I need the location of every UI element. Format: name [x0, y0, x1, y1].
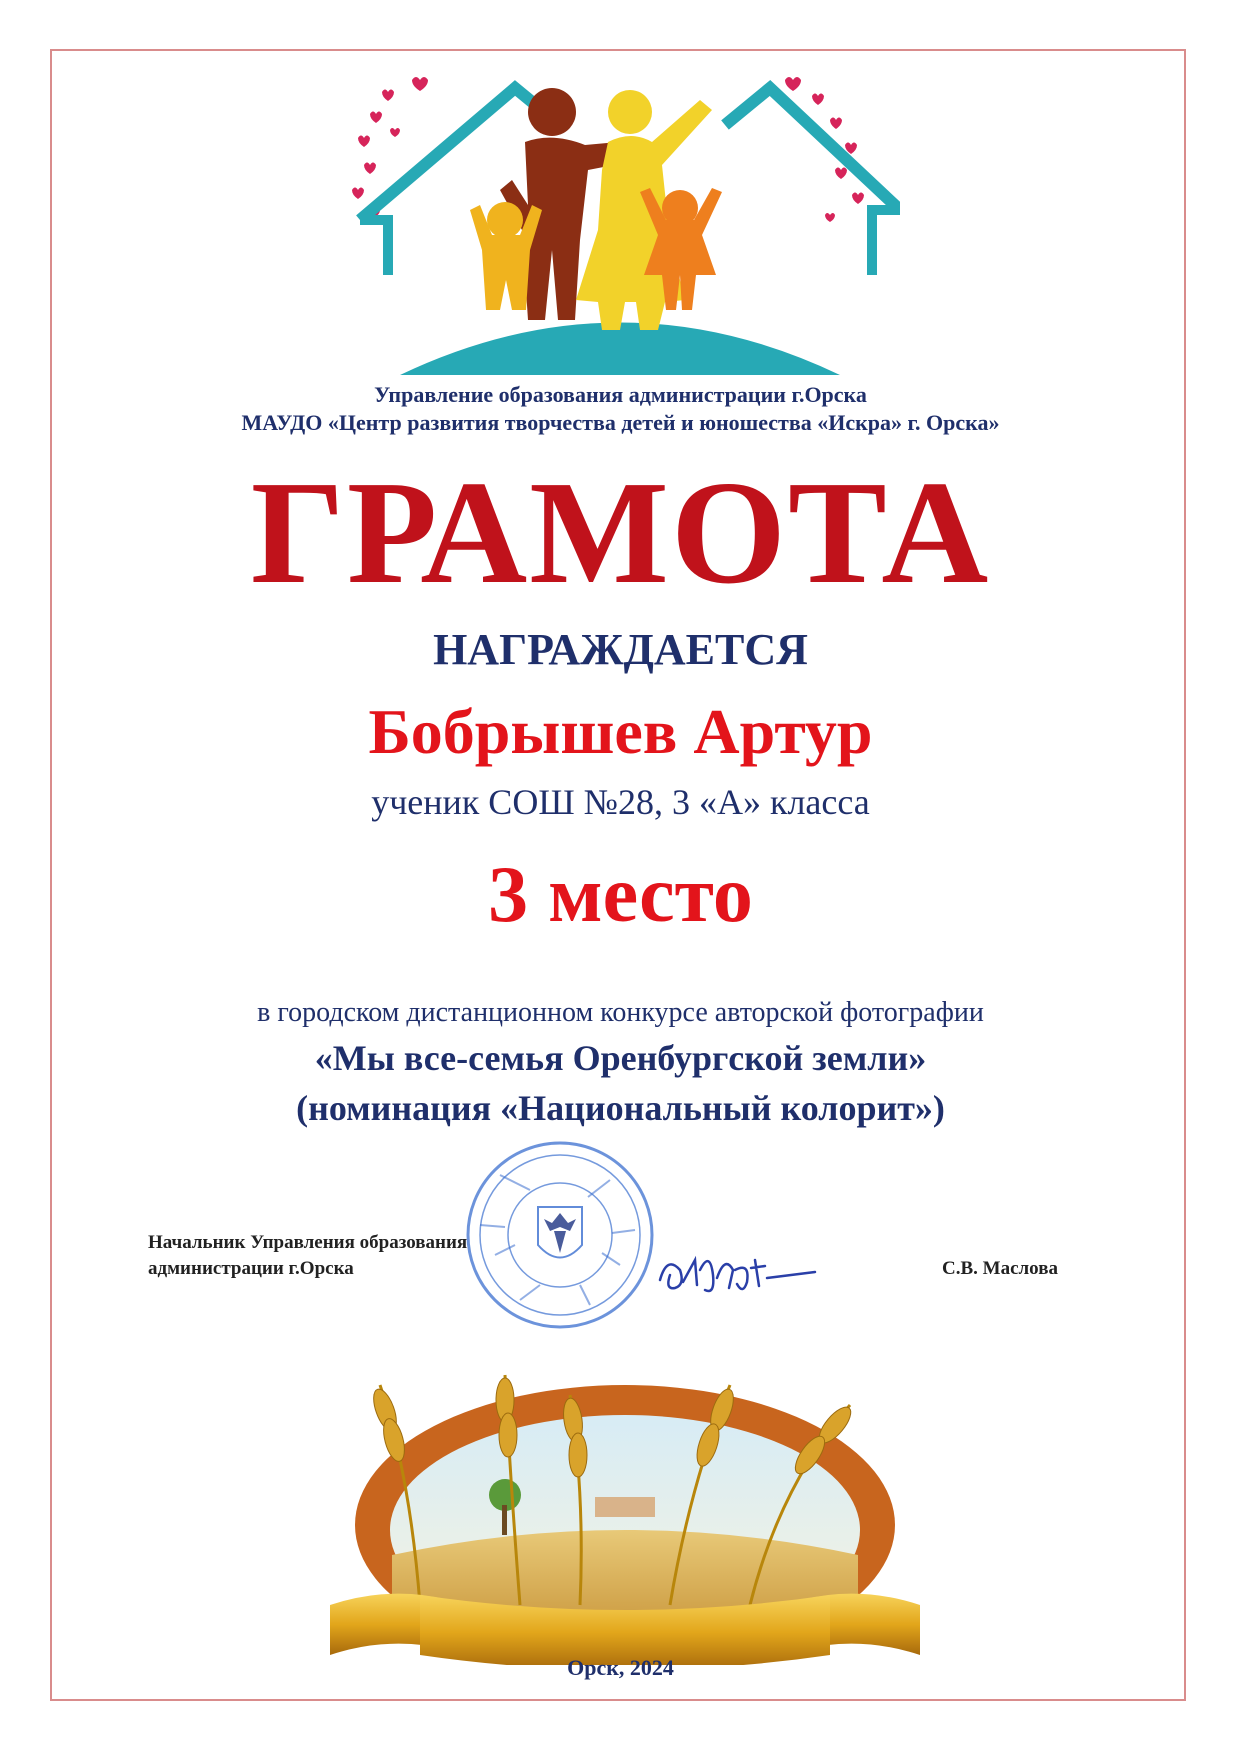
family-house-logo — [340, 70, 900, 380]
contest-description: в городском дистанционном конкурсе авторской фотографии — [257, 997, 984, 1028]
recipient-name: Бобрышев Артур — [368, 696, 873, 767]
signer-position — [148, 1230, 467, 1282]
contest-name: «Мы все-семья Оренбургской земли» — [314, 1038, 927, 1078]
signer-name: С.В. Маслова — [942, 1258, 1058, 1279]
awarded-label: НАГРАЖДАЕТСЯ — [433, 625, 808, 674]
hearts-right-icon — [785, 77, 864, 222]
award-place: 3 место — [488, 851, 753, 939]
org-line-1: Управление образования администрации г.Орска — [374, 382, 867, 407]
certificate-title: ГРАМОТА — [250, 451, 991, 615]
signer-position-line-2: администрации г.Орска — [148, 1258, 354, 1279]
wheat-emblem — [330, 1355, 920, 1665]
handwritten-signature — [655, 1240, 825, 1310]
contest-nomination: (номинация «Национальный колорит») — [296, 1088, 945, 1128]
recipient-info: ученик СОШ №28, 3 «А» класса — [371, 782, 870, 822]
signer-position-line-1: Начальник Управления образования — [148, 1232, 468, 1253]
org-line-2: МАУДО «Центр развития творчества детей и юношества «Искра» г. Орска» — [241, 410, 1000, 435]
official-seal-stamp — [460, 1135, 660, 1335]
footer-place-year: Орск, 2024 — [567, 1655, 674, 1680]
